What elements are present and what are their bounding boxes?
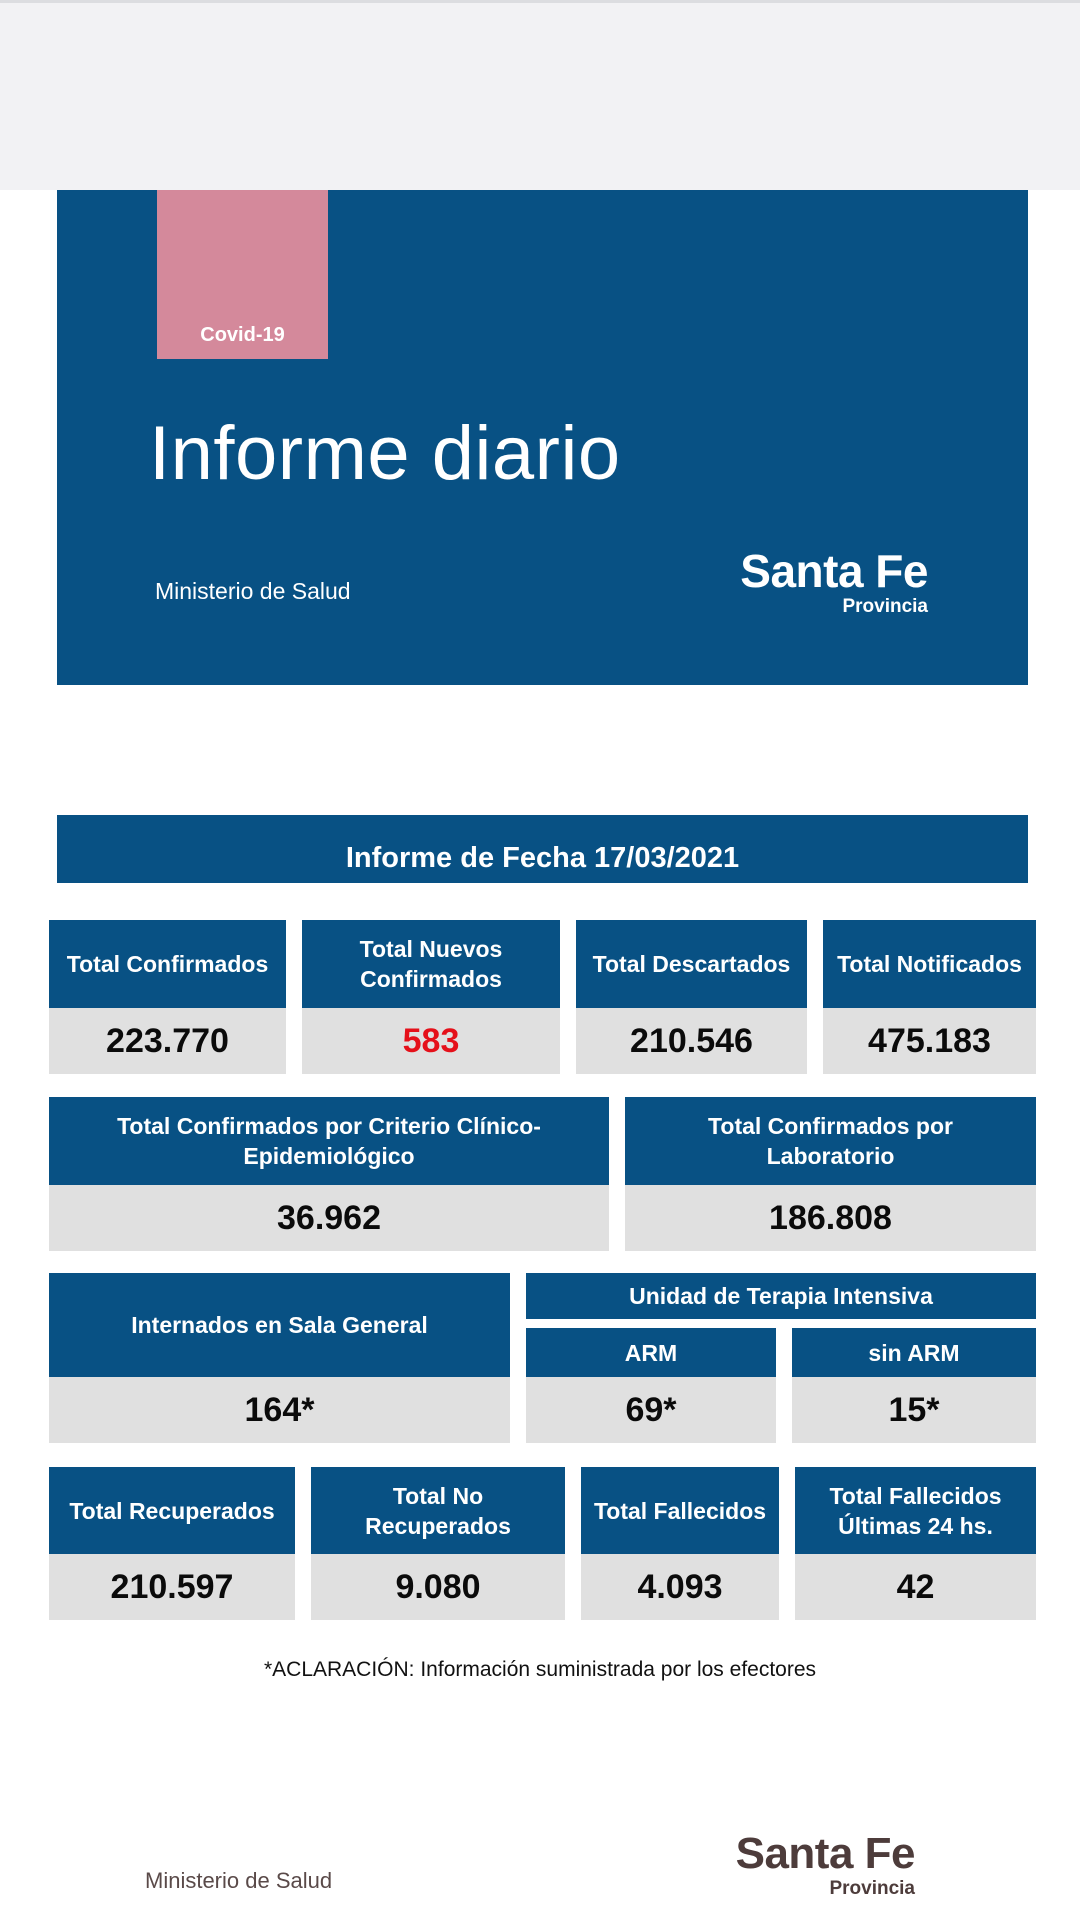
card-total-notificados [823, 920, 1036, 1074]
card-value: 42 [795, 1554, 1036, 1620]
covid-tag: Covid-19 [157, 190, 328, 359]
card-label: Internados en Sala General [49, 1273, 510, 1377]
card-value: 4.093 [581, 1554, 779, 1620]
card-label: Total Fallecidos Últimas 24 hs. [795, 1467, 1036, 1554]
card-value: 9.080 [311, 1554, 565, 1620]
card-value: 210.597 [49, 1554, 295, 1620]
card-label: Total Notificados [823, 920, 1036, 1008]
card-label: Total Nuevos Confirmados [302, 920, 560, 1008]
card-value: 210.546 [576, 1008, 807, 1074]
footnote: *ACLARACIÓN: Información suministrada por los efectores [263, 1658, 817, 1681]
card-value: 36.962 [49, 1185, 609, 1251]
card-label: Total No Recuperados [311, 1467, 565, 1554]
logo-main-text: Santa Fe [735, 1829, 915, 1878]
uti-title: Unidad de Terapia Intensiva [526, 1273, 1036, 1319]
card-label: Total Descartados [576, 920, 807, 1008]
santa-fe-logo [740, 545, 928, 618]
card-value: 164* [49, 1377, 510, 1443]
logo-main-text: Santa Fe [740, 545, 928, 597]
card-total-confirmados [49, 920, 286, 1074]
card-label: ARM [526, 1328, 776, 1377]
card-value: 15* [792, 1377, 1036, 1443]
card-value: 475.183 [823, 1008, 1036, 1074]
page-title: Informe diario [149, 411, 621, 496]
logo-sub-text: Provincia [842, 596, 928, 617]
report-date-title: Informe de Fecha 17/03/2021 [57, 815, 1028, 883]
hero-banner [57, 190, 1028, 685]
card-sin-arm [792, 1328, 1036, 1443]
card-value: 583 [302, 1008, 560, 1074]
card-label: Total Fallecidos [581, 1467, 779, 1554]
card-label: Total Recuperados [49, 1467, 295, 1554]
footer-ministry-label: Ministerio de Salud [145, 1868, 333, 1893]
card-label: Total Confirmados [49, 920, 286, 1008]
card-total-no-recuperados [311, 1467, 565, 1620]
card-value: 186.808 [625, 1185, 1036, 1251]
card-label: sin ARM [792, 1328, 1036, 1377]
card-total-descartados [576, 920, 807, 1074]
ministry-label: Ministerio de Salud [155, 578, 351, 604]
card-criterio-clinico [49, 1097, 609, 1251]
card-arm [526, 1328, 776, 1443]
card-por-laboratorio [625, 1097, 1036, 1251]
footer-santa-fe-logo [735, 1829, 915, 1900]
logo-sub-text: Provincia [829, 1878, 915, 1899]
top-bar [0, 0, 1080, 190]
card-total-nuevos-confirmados [302, 920, 560, 1074]
card-total-recuperados [49, 1467, 295, 1620]
card-sala-general [49, 1273, 510, 1443]
card-label: Total Confirmados por Criterio Clínico-Epidemiológico [49, 1097, 609, 1185]
card-fallecidos-24hs [795, 1467, 1036, 1620]
card-total-fallecidos [581, 1467, 779, 1620]
card-value: 69* [526, 1377, 776, 1443]
card-label: Total Confirmados por Laboratorio [625, 1097, 1036, 1185]
card-value: 223.770 [49, 1008, 286, 1074]
